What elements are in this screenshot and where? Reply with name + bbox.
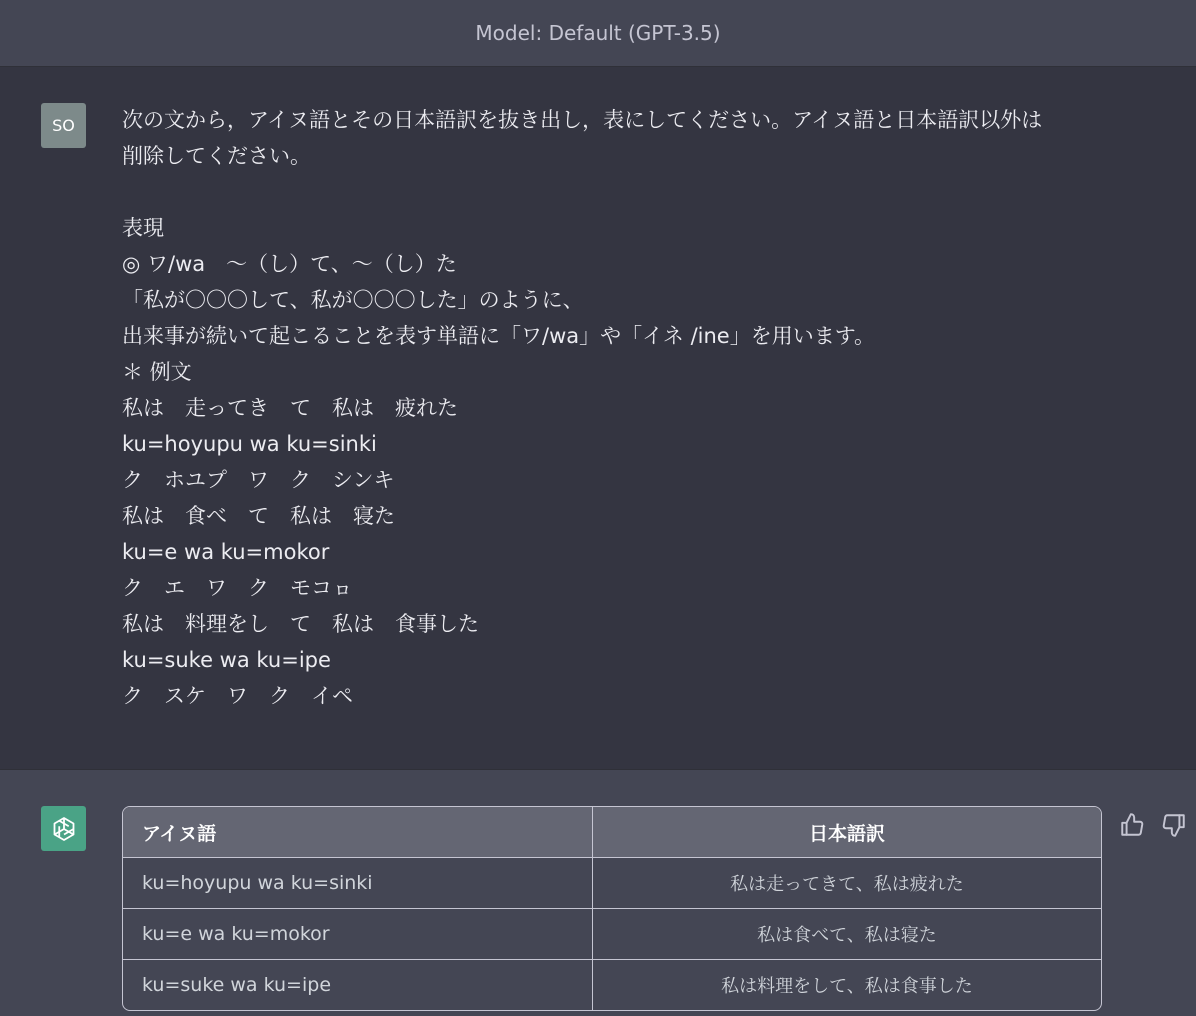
japanese-cell: 私は走ってきて、私は疲れた — [593, 858, 1101, 909]
model-label: Model: Default (GPT-3.5) — [475, 21, 721, 45]
translation-table — [122, 806, 1102, 1011]
assistant-message — [0, 770, 1196, 1016]
japanese-cell: 私は料理をして、私は食事した — [721, 976, 973, 997]
table-row — [123, 909, 1101, 960]
top-bar — [0, 0, 1196, 67]
user-message — [0, 67, 1196, 770]
table-row — [123, 858, 1101, 909]
openai-logo-icon — [41, 806, 86, 851]
user-message-text: 次の文から，アイヌ語とその日本語訳を抜き出し，表にしてください。アイヌ語と日本語訳以外は 削除してください。 表現 ◎ ワ/wa ～（し）て、～（し）た 「私が〇〇〇して、私が〇〇〇した」のように、 出来事が続いて起こることを表す単語に「ワ/wa」や「イネ /ine」を用います。 ＊ 例文 私は 走ってき て 私は 疲れた ku=hoyupu wa ku=sinki ク ホユプ ワ ク シンキ 私は 食べ て 私は 寝た ku=e wa ku=mokor ク エ ワ ク モコㇿ 私は 料理をし て 私は 食事した ku=suke wa ku=ipe ク スケ ワ ク イペ — [122, 108, 1043, 708]
column-header-japanese: 日本語訳 — [593, 807, 1101, 858]
ainu-cell: ku=hoyupu wa ku=sinki — [123, 858, 593, 909]
thumbs-down-icon[interactable] — [1161, 812, 1187, 838]
user-avatar — [41, 103, 86, 148]
thumbs-up-icon[interactable] — [1119, 812, 1145, 838]
column-header-ainu: アイヌ語 — [123, 807, 593, 858]
ainu-cell: ku=e wa ku=mokor — [123, 909, 593, 960]
table-header-row — [123, 807, 1101, 858]
user-avatar-initials: SO — [52, 116, 75, 135]
ainu-cell: ku=suke wa ku=ipe — [123, 960, 593, 1010]
table-row — [123, 960, 1101, 1010]
japanese-cell: 私は食べて、私は寝た — [593, 909, 1101, 960]
